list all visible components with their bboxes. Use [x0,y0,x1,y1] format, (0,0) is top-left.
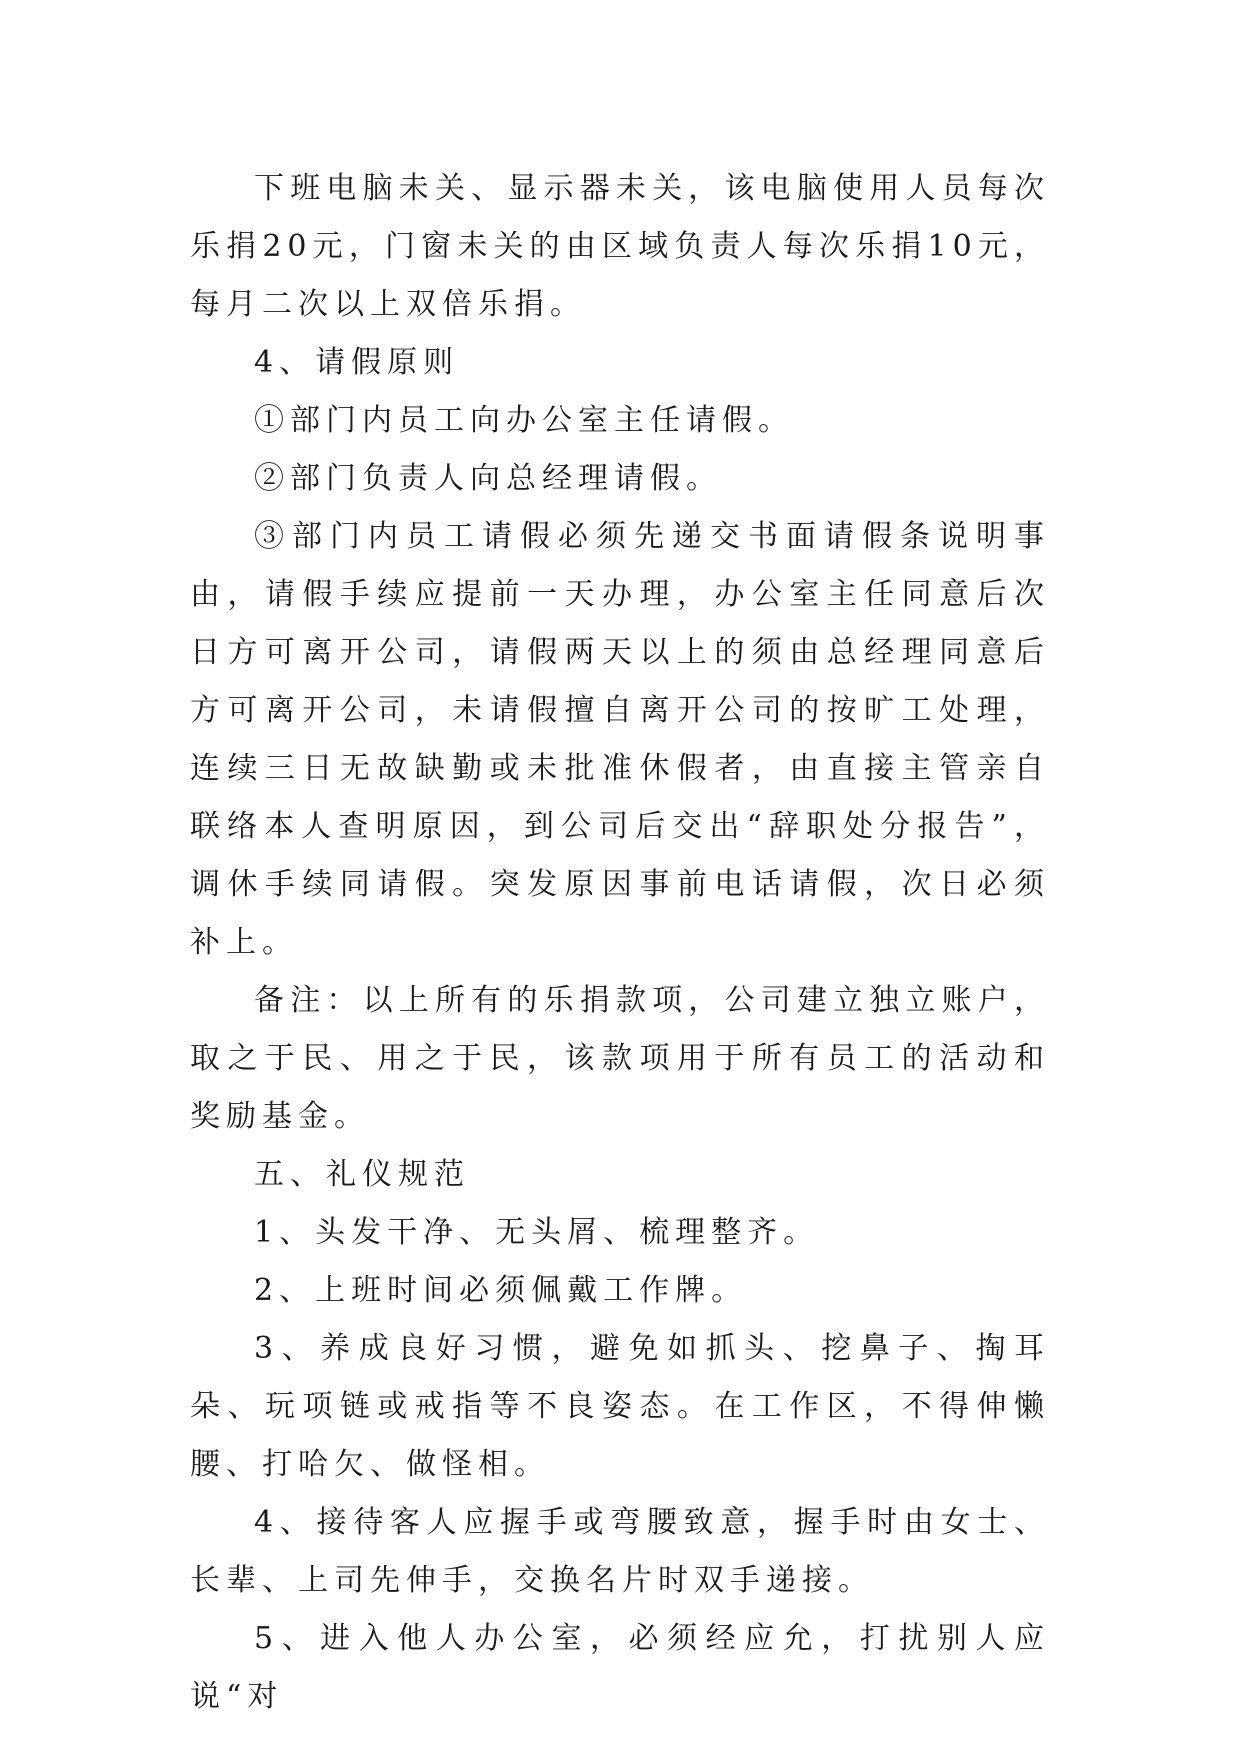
paragraph-etiquette-4: 4、接待客人应握手或弯腰致意，握手时由女士、长辈、上司先伸手，交换名片时双手递接。 [190,1505,1050,1598]
heading-leave-principles: 4、请假原则 [254,345,460,380]
paragraph-etiquette-5: 5、进入他人办公室，必须经应允，打扰别人应说“对 [190,1621,1050,1714]
heading-etiquette: 五、礼仪规范 [254,1157,470,1192]
paragraph-etiquette-3: 3、养成良好习惯，避免如抓头、挖鼻子、掏耳朵、玩项链或戒指等不良姿态。在工作区，不得伸懒腰、打哈欠、做怪相。 [190,1331,1050,1482]
paragraph-leave-rule-3: ③部门内员工请假必须先递交书面请假条说明事由，请假手续应提前一天办理，办公室主任同意后次日方可离开公司，请假两天以上的须由总经理同意后方可离开公司，未请假擅自离开公司的按旷工处理，连续三日无故缺勤或未批准休假者，由直接主管亲自联络本人查明原因，到公司后交出“辞职处分报告”，调休手续同请假。突发原因事前电话请假，次日必须补上。 [190,519,1050,960]
paragraph-leave-rule-1: ①部门内员工向办公室主任请假。 [254,403,794,438]
paragraph-etiquette-1: 1、头发干净、无头屑、梳理整齐。 [254,1215,820,1250]
paragraph-note: 备注：以上所有的乐捐款项，公司建立独立账户，取之于民、用之于民，该款项用于所有员工的活动和奖励基金。 [190,983,1050,1134]
document-body [190,160,1050,1726]
paragraph-leave-rule-2: ②部门负责人向总经理请假。 [254,461,722,496]
paragraph-etiquette-2: 2、上班时间必须佩戴工作牌。 [254,1273,748,1308]
paragraph-power-off-rule: 下班电脑未关、显示器未关，该电脑使用人员每次乐捐20元，门窗未关的由区域负责人每次乐捐10元，每月二次以上双倍乐捐。 [190,171,1050,322]
